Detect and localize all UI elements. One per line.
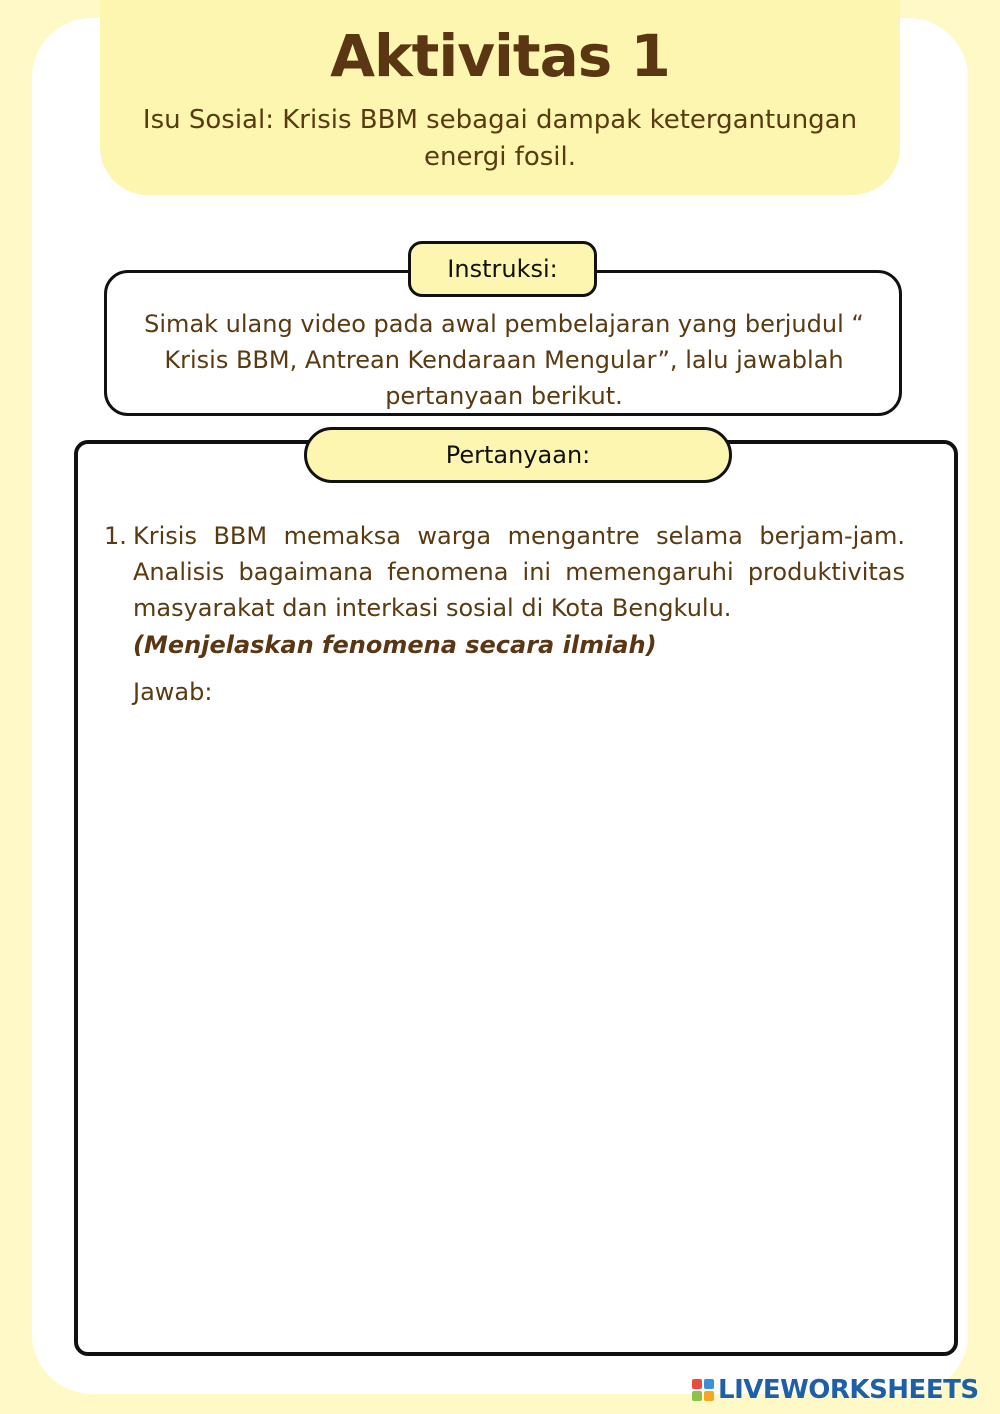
brand-text: LIVEWORKSHEETS — [718, 1375, 979, 1405]
questions-label: Pertanyaan: — [304, 427, 732, 483]
liveworksheets-logo-icon — [692, 1379, 714, 1401]
liveworksheets-brand — [692, 1374, 979, 1406]
page-subtitle: Isu Sosial: Krisis BBM sebagai dampak ketergantungan energi fosil. — [142, 105, 858, 172]
instructions-label: Instruksi: — [408, 241, 597, 297]
page-title: Aktivitas 1 — [330, 22, 670, 90]
question-note: (Menjelaskan fenomena secara ilmiah) — [133, 631, 657, 659]
instructions-text: Simak ulang video pada awal pembelajaran yang berjudul “ Krisis BBM, Antrean Kendaraan Mengular”, lalu jawablah pertanyaan berikut. — [144, 310, 864, 410]
question-text: Krisis BBM memaksa warga mengantre selama berjam-jam. Analisis bagaimana fenomena ini memengaruhi produktivitas masyarakat dan interkasi sosial di Kota Bengkulu. — [133, 522, 905, 622]
answer-label: Jawab: — [133, 678, 213, 706]
question-number: 1. — [104, 522, 127, 550]
